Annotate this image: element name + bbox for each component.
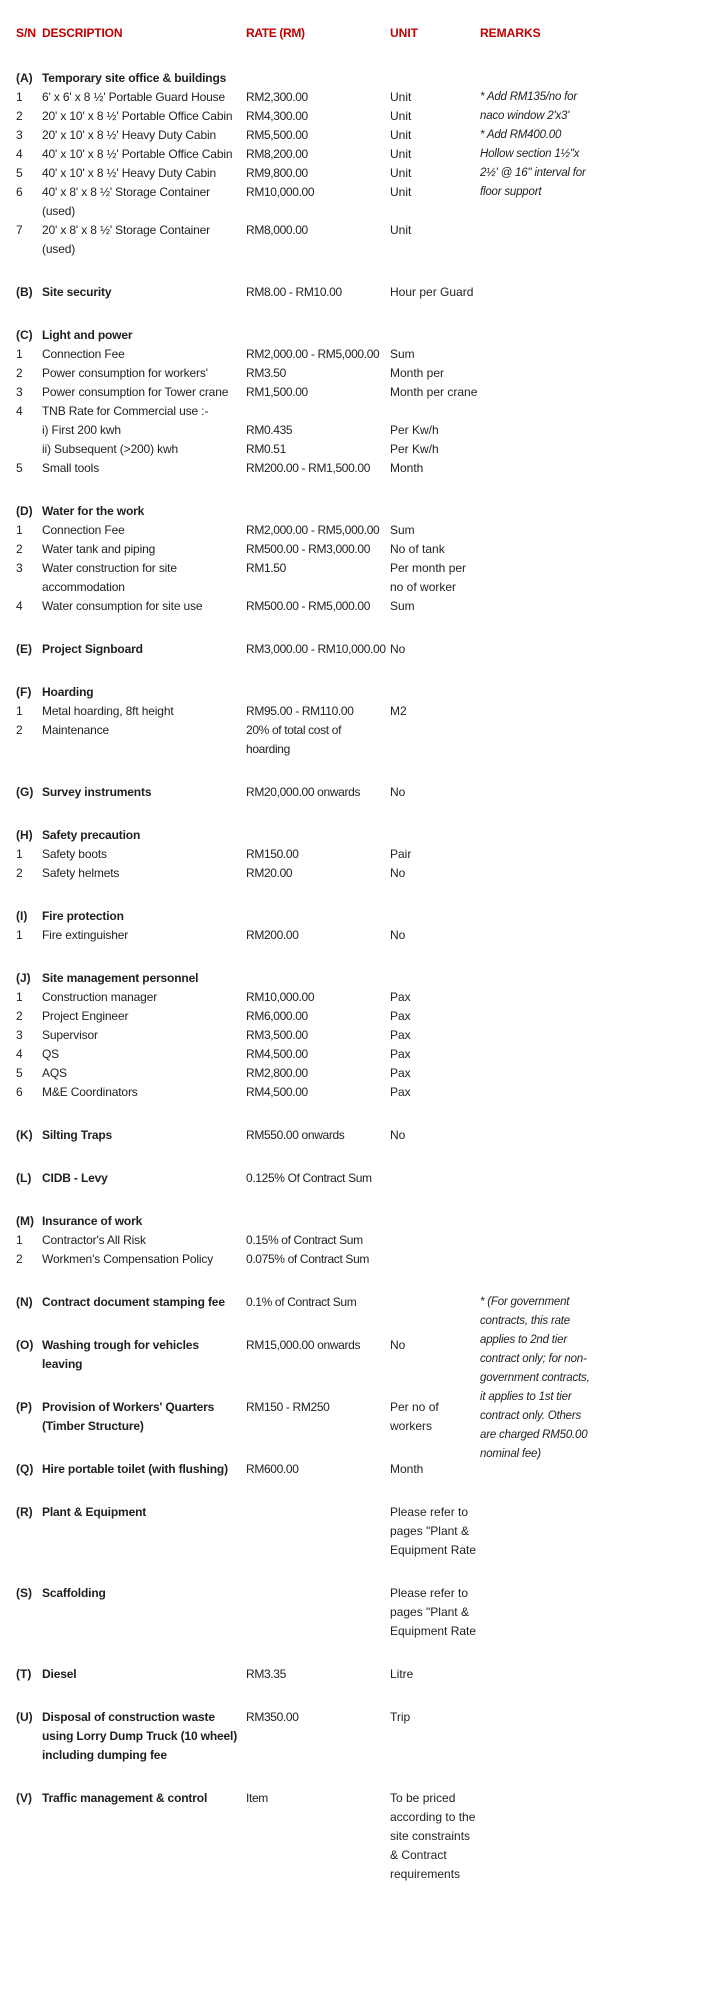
item-description: Safety boots [42,847,107,861]
item-row [16,383,727,402]
section-rate: RM550.00 onwards [246,1128,345,1142]
item-description: Power consumption for workers' [42,366,208,380]
section-row [16,1398,727,1436]
rate-table-header [16,24,727,43]
item-row [16,164,727,183]
section-unit: Hour per Guard [390,285,474,299]
item-row [16,183,727,221]
item-sn: 1 [16,523,23,537]
section-rate: RM3,000.00 - RM10,000.00 [246,642,386,656]
item-row [16,1231,727,1250]
item-unit: Per month per no of worker [390,561,467,594]
section-row [16,1665,727,1684]
item-rate: RM4,300.00 [246,109,308,123]
item-rate: RM2,000.00 - RM5,000.00 [246,347,380,361]
column-header-remarks: REMARKS [480,26,541,40]
section-title: Site security [42,285,112,299]
section-title: CIDB - Levy [42,1171,108,1185]
section-label: (K) [16,1128,33,1142]
item-row [16,1007,727,1026]
item-unit: Unit [390,147,412,161]
section-title: Fire protection [42,909,124,923]
section-rate [246,502,390,521]
item-row [16,1250,727,1269]
section-unit [390,969,480,988]
item-unit: Pair [390,847,412,861]
column-header-rate: RATE (RM) [246,26,305,40]
item-row [16,402,727,421]
section-B [16,283,727,302]
section-rate: RM20,000.00 onwards [246,785,361,799]
section-rate: RM150 - RM250 [246,1400,330,1414]
section-title: Insurance of work [42,1214,143,1228]
item-row [16,364,727,383]
section-unit: Litre [390,1667,414,1681]
section-label: (I) [16,909,28,923]
item-sn: 1 [16,90,23,104]
section-title: Hire portable toilet (with flushing) [42,1462,228,1476]
item-description: Water tank and piping [42,542,156,556]
column-header-sn: S/N [16,26,37,40]
item-sn: 5 [16,166,23,180]
section-C [16,326,727,478]
item-description: Project Engineer [42,1009,129,1023]
section-unit [390,502,480,521]
item-rate: RM2,300.00 [246,90,308,104]
column-header-unit: UNIT [390,26,418,40]
item-rate [246,402,390,421]
item-sn: 4 [16,147,23,161]
section-rate [246,1212,390,1231]
section-rate [246,969,390,988]
item-rate: RM500.00 - RM5,000.00 [246,599,371,613]
section-title: Water for the work [42,504,145,518]
item-sn: 1 [16,704,23,718]
item-rate: RM500.00 - RM3,000.00 [246,542,371,556]
section-label: (G) [16,785,34,799]
section-row [16,1708,727,1765]
section-title: Site management personnel [42,971,199,985]
item-unit: Unit [390,166,412,180]
item-row [16,702,727,721]
item-description: Power consumption for Tower crane [42,385,229,399]
item-row [16,597,727,616]
item-unit: Sum [390,523,415,537]
item-description: 6' x 6' x 8 ½' Portable Guard House [42,90,226,104]
item-sn: 1 [16,1233,23,1247]
section-title: Traffic management & control [42,1791,208,1805]
section-unit: No [390,1128,406,1142]
item-rate: RM9,800.00 [246,166,308,180]
section-label: (C) [16,328,33,342]
item-row [16,540,727,559]
item-row [16,1045,727,1064]
section-row [16,1789,727,1884]
item-description: 40' x 10' x 8 ½' Portable Office Cabin [42,147,233,161]
section-row [16,1336,727,1374]
item-row [16,145,727,164]
section-row [16,502,727,521]
section-U [16,1708,727,1765]
section-row [16,907,727,926]
section-title: Silting Traps [42,1128,113,1142]
item-unit: Month per [390,366,445,380]
section-unit: Please refer to pages "Plant & Equipment Rate [390,1505,477,1557]
item-description: Fire extinguisher [42,928,129,942]
item-unit: Month per crane [390,385,478,399]
item-description: Workmen's Compensation Policy [42,1252,214,1266]
item-description: ii) Subsequent (>200) kwh [42,442,178,456]
item-rate: 0.075% of Contract Sum [246,1252,370,1266]
section-unit: No [390,1338,406,1352]
item-description: Maintenance [42,723,110,737]
item-rate: RM2,000.00 - RM5,000.00 [246,523,380,537]
section-label: (D) [16,504,33,518]
item-row [16,126,727,145]
section-unit [390,326,480,345]
item-unit [390,1250,480,1269]
item-unit: Pax [390,1047,411,1061]
section-label: (O) [16,1338,34,1352]
section-label: (M) [16,1214,34,1228]
item-description: 40' x 10' x 8 ½' Heavy Duty Cabin [42,166,217,180]
section-F [16,683,727,759]
item-rate: RM3,500.00 [246,1028,308,1042]
item-rate: RM1,500.00 [246,385,308,399]
remarks-text: * Add RM135/no for naco window 2'x3' [480,91,577,122]
section-row [16,1293,727,1312]
item-row [16,221,727,259]
section-label: (E) [16,642,32,656]
item-sn: 1 [16,347,23,361]
section-E [16,640,727,659]
section-label: (B) [16,285,33,299]
section-row [16,783,727,802]
section-label: (N) [16,1295,33,1309]
remarks-text: * Add RM400.00 Hollow section 1½"x 2½' @ 16" interval for floor support [480,129,586,198]
section-unit [390,1293,480,1312]
item-rate: 0.15% of Contract Sum [246,1233,363,1247]
section-M [16,1212,727,1269]
remarks-note [480,1293,594,1464]
item-sn: 3 [16,561,23,575]
item-rate: RM8,200.00 [246,147,308,161]
item-row [16,864,727,883]
item-description: TNB Rate for Commercial use :- [42,404,209,418]
item-sn: 3 [16,1028,23,1042]
item-rate: RM10,000.00 [246,185,315,199]
section-row [16,969,727,988]
item-row [16,521,727,540]
item-sn: 7 [16,223,23,237]
section-D [16,502,727,616]
item-sn: 2 [16,1252,23,1266]
item-description: Water consumption for site use [42,599,203,613]
section-R [16,1503,727,1560]
section-unit [390,826,480,845]
item-description: 20' x 10' x 8 ½' Portable Office Cabin [42,109,233,123]
section-rate: RM8.00 - RM10.00 [246,285,342,299]
section-title: Scaffolding [42,1586,106,1600]
item-row [16,88,727,107]
item-unit: Unit [390,128,412,142]
item-description: 20' x 8' x 8 ½' Storage Container (used) [42,223,211,256]
item-sn: 2 [16,1009,23,1023]
item-rate: RM4,500.00 [246,1085,308,1099]
remarks-text: * (For government contracts, this rate applies to 2nd tier contract only; for non-government contracts, it applies to 1st tier contract only. Others are charged RM50.00 nominal fee) [480,1296,590,1460]
item-description: Connection Fee [42,347,125,361]
section-unit: Please refer to pages "Plant & Equipment Rate [390,1586,477,1638]
section-label: (A) [16,71,33,85]
section-rate: RM350.00 [246,1710,299,1724]
section-Q [16,1460,727,1479]
section-title: Light and power [42,328,133,342]
item-row [16,345,727,364]
section-rate [246,326,390,345]
item-unit: Pax [390,990,411,1004]
item-unit: Unit [390,185,412,199]
item-rate: RM200.00 - RM1,500.00 [246,461,371,475]
item-rate: RM2,800.00 [246,1066,308,1080]
item-rate: RM200.00 [246,928,299,942]
item-unit: Pax [390,1009,411,1023]
item-rate: RM1.50 [246,561,286,575]
section-title: Survey instruments [42,785,152,799]
item-description: Water construction for site accommodation [42,561,177,594]
item-row [16,459,727,478]
section-O [16,1336,727,1374]
item-unit: No [390,866,406,880]
item-unit: M2 [390,704,407,718]
item-sn: 5 [16,1066,23,1080]
item-unit [390,402,480,421]
remarks-note [480,88,594,202]
item-row [16,845,727,864]
item-rate: RM10,000.00 [246,990,315,1004]
section-label: (J) [16,971,31,985]
item-rate: RM0.435 [246,423,293,437]
section-label: (U) [16,1710,33,1724]
section-unit [390,1169,480,1188]
section-title: Diesel [42,1667,77,1681]
item-row [16,440,727,459]
section-row [16,1126,727,1145]
item-unit [390,721,480,759]
section-rate [246,683,390,702]
section-unit: To be priced according to the site constraints & Contract requirements [390,1791,476,1881]
item-description: M&E Coordinators [42,1085,138,1099]
section-A [16,69,727,259]
item-rate: RM8,000.00 [246,223,308,237]
section-rate [246,1584,390,1641]
section-G [16,783,727,802]
item-row [16,559,727,597]
item-description: i) First 200 kwh [42,423,121,437]
item-sn: 2 [16,723,23,737]
item-unit: Sum [390,599,415,613]
item-sn [16,440,42,459]
item-description: Contractor's All Risk [42,1233,146,1247]
section-row [16,826,727,845]
section-label: (F) [16,685,32,699]
item-description: Construction manager [42,990,158,1004]
item-sn: 4 [16,404,23,418]
section-rate: RM15,000.00 onwards [246,1338,361,1352]
section-title: Plant & Equipment [42,1505,147,1519]
rate-table-body [16,69,727,1884]
item-unit: Month [390,461,424,475]
item-rate: RM20.00 [246,866,293,880]
item-row [16,1083,727,1102]
item-row [16,721,727,759]
item-sn: 6 [16,185,23,199]
section-J [16,969,727,1102]
section-T [16,1665,727,1684]
item-rate: 20% of total cost of hoarding [246,723,342,756]
item-description: AQS [42,1066,67,1080]
item-description: Connection Fee [42,523,125,537]
section-label: (T) [16,1667,32,1681]
item-unit: Unit [390,90,412,104]
item-sn: 1 [16,847,23,861]
item-unit: No [390,928,406,942]
section-V [16,1789,727,1884]
item-description: 40' x 8' x 8 ½' Storage Container (used) [42,185,211,218]
section-L [16,1169,727,1188]
section-title: Hoarding [42,685,94,699]
item-row [16,1026,727,1045]
item-rate: RM150.00 [246,847,299,861]
section-title: Contract document stamping fee [42,1295,225,1309]
item-sn: 5 [16,461,23,475]
item-sn: 1 [16,990,23,1004]
section-row [16,326,727,345]
item-description: QS [42,1047,60,1061]
section-rate [246,69,390,88]
section-row [16,683,727,702]
section-unit: Trip [390,1710,411,1724]
section-unit: Per no of workers [390,1400,439,1433]
section-label: (H) [16,828,33,842]
item-sn: 1 [16,928,23,942]
item-sn: 3 [16,385,23,399]
item-rate: RM0.51 [246,442,286,456]
section-unit: Month [390,1462,424,1476]
item-sn: 2 [16,542,23,556]
section-rate [246,826,390,845]
section-unit [390,1212,480,1231]
section-I [16,907,727,945]
section-unit: No [390,785,406,799]
section-title: Washing trough for vehicles leaving [42,1338,199,1371]
item-description: Metal hoarding, 8ft height [42,704,174,718]
column-header-description: DESCRIPTION [42,26,123,40]
section-unit [390,69,480,88]
item-unit: Pax [390,1085,411,1099]
section-K [16,1126,727,1145]
item-sn [16,421,42,440]
section-label: (Q) [16,1462,34,1476]
item-unit: Pax [390,1028,411,1042]
item-unit: No of tank [390,542,445,556]
section-rate: RM600.00 [246,1462,299,1476]
item-rate: RM3.50 [246,366,286,380]
section-label: (S) [16,1586,32,1600]
item-row [16,1064,727,1083]
section-rate: Item [246,1791,268,1805]
section-title: Disposal of construction waste using Lorry Dump Truck (10 wheel) including dumping fee [42,1710,238,1762]
section-label: (V) [16,1791,32,1805]
item-sn: 2 [16,866,23,880]
section-unit: No [390,642,406,656]
item-description: Small tools [42,461,100,475]
section-rate [246,907,390,926]
item-unit: Per Kw/h [390,442,439,456]
section-label: (P) [16,1400,32,1414]
item-unit: Per Kw/h [390,423,439,437]
section-row [16,640,727,659]
item-rate: RM4,500.00 [246,1047,308,1061]
section-row [16,1503,727,1560]
section-title: Project Signboard [42,642,143,656]
item-rate: RM95.00 - RM110.00 [246,704,354,718]
item-unit: Unit [390,223,412,237]
item-rate: RM5,500.00 [246,128,308,142]
section-P [16,1398,727,1436]
item-sn: 4 [16,599,23,613]
section-row [16,283,727,302]
item-row [16,107,727,126]
item-sn: 2 [16,109,23,123]
item-row [16,926,727,945]
section-label: (L) [16,1171,32,1185]
item-unit: Pax [390,1066,411,1080]
item-row [16,421,727,440]
section-title: Provision of Workers' Quarters (Timber Structure) [42,1400,215,1433]
section-title: Safety precaution [42,828,141,842]
section-row [16,1169,727,1188]
item-description: Supervisor [42,1028,98,1042]
section-rate: 0.1% of Contract Sum [246,1295,357,1309]
item-rate: RM6,000.00 [246,1009,308,1023]
item-unit [390,1231,480,1250]
section-row [16,69,727,88]
item-row [16,988,727,1007]
item-description: Safety helmets [42,866,120,880]
section-rate: RM3.35 [246,1667,286,1681]
section-row [16,1212,727,1231]
item-sn: 6 [16,1085,23,1099]
section-rate [246,1503,390,1560]
section-rate: 0.125% Of Contract Sum [246,1171,372,1185]
section-unit [390,683,480,702]
item-unit: Sum [390,347,415,361]
item-description: 20' x 10' x 8 ½' Heavy Duty Cabin [42,128,217,142]
section-title: Temporary site office & buildings [42,71,227,85]
item-unit: Unit [390,109,412,123]
section-H [16,826,727,883]
item-sn: 3 [16,128,23,142]
section-unit [390,907,480,926]
item-sn: 2 [16,366,23,380]
section-label: (R) [16,1505,33,1519]
section-S [16,1584,727,1641]
item-sn: 4 [16,1047,23,1061]
section-row [16,1460,727,1479]
section-row [16,1584,727,1641]
